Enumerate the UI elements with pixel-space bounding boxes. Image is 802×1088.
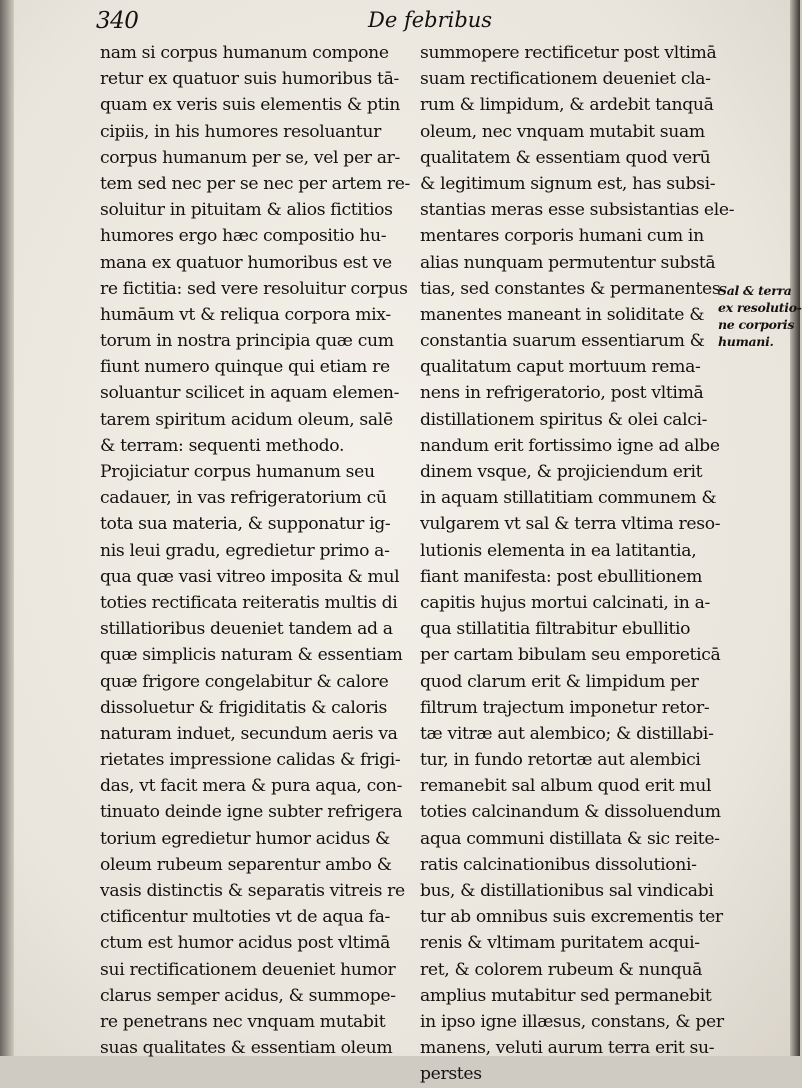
text-line: oleum rubeum separentur ambo & xyxy=(100,854,392,875)
text-line: in aquam stillatitiam communem & xyxy=(420,488,717,509)
text-line: fiant manifesta: post ebullitionem xyxy=(420,566,703,587)
text-line: torum in nostra principia quæ cum xyxy=(100,331,394,352)
text-line: oleum, nec vnquam mutabit suam xyxy=(420,121,705,142)
text-line: ctificentur multoties vt de aqua fa- xyxy=(100,907,390,928)
text-line: humores ergo hæc compositio hu- xyxy=(100,226,387,247)
text-line: suas qualitates & essentiam oleum xyxy=(100,1038,393,1059)
text-line: humani. xyxy=(718,334,774,349)
text-line: tæ vitræ aut alembico; & distillabi- xyxy=(420,723,714,744)
text-line: ratis calcinationibus dissolutioni- xyxy=(420,854,697,875)
text-line: tarem spiritum acidum oleum, salē xyxy=(100,409,393,430)
text-line: corpus humanum per se, vel per ar- xyxy=(100,147,400,168)
text-line: manens, veluti aurum terra erit su- xyxy=(420,1038,715,1059)
text-line: renis & vltimam puritatem acqui- xyxy=(420,933,700,954)
text-line: torium egredietur humor acidus & xyxy=(100,828,390,849)
text-line: quæ frigore congelabitur & calore xyxy=(100,671,389,692)
text-line: rum & limpidum, & ardebit tanquā xyxy=(420,95,714,116)
text-line: toties rectificata reiteratis multis di xyxy=(100,592,398,613)
text-line: soluitur in pituitam & alios fictitios xyxy=(100,200,393,221)
text-line: manentes maneant in soliditate & xyxy=(420,304,705,325)
running-title: De febribus xyxy=(368,8,493,32)
text-line: mana ex quatuor humoribus est ve xyxy=(100,252,392,273)
text-line: distillationem spiritus & olei calci- xyxy=(420,409,708,430)
text-line: & legitimum signum est, has subsi- xyxy=(420,173,716,194)
text-line: qua stillatitia filtrabitur ebullitio xyxy=(420,619,691,640)
text-line: quam ex veris suis elementis & ptin xyxy=(100,95,401,116)
text-line: clarus semper acidus, & summope- xyxy=(100,985,396,1006)
text-line: tem sed nec per se nec per artem re- xyxy=(100,173,411,194)
page-number: 340 xyxy=(96,8,139,34)
text-line: naturam induet, secundum aeris va xyxy=(100,723,398,744)
text-line: stillatioribus deueniet tandem ad a xyxy=(100,619,393,640)
text-line: tinuato deinde igne subter refrigera xyxy=(100,802,403,823)
text-line: mentares corporis humani cum in xyxy=(420,226,704,247)
text-line: vulgarem vt sal & terra vltima reso- xyxy=(420,514,721,535)
text-line: Projiciatur corpus humanum seu xyxy=(100,462,375,482)
text-line: dinem vsque, & projiciendum erit xyxy=(420,462,703,482)
text-line: quod clarum erit & limpidum per xyxy=(420,671,699,692)
text-line: stantias meras esse subsistantias ele- xyxy=(420,200,735,221)
text-line: tota sua materia, & supponatur ig- xyxy=(100,514,391,535)
text-line: retur ex quatuor suis humoribus tā- xyxy=(100,69,399,90)
text-line: soluantur scilicet in aquam elemen- xyxy=(100,383,400,404)
text-line: amplius mutabitur sed permanebit xyxy=(420,985,712,1006)
page-header xyxy=(96,8,726,42)
text-column-left xyxy=(100,40,411,1061)
text-line: remanebit sal album quod erit mul xyxy=(420,776,712,797)
text-line: aqua communi distillata & sic reite- xyxy=(420,828,720,849)
text-line: tias, sed constantes & permanentes xyxy=(420,278,721,299)
text-line: sui rectificationem deueniet humor xyxy=(100,959,396,980)
text-line: suam rectificationem deueniet cla- xyxy=(420,69,711,90)
text-line: vasis distinctis & separatis vitreis re xyxy=(100,881,405,901)
page-edge-shadow xyxy=(790,0,800,1056)
text-line: ret, & colorem rubeum & nunquā xyxy=(420,959,703,980)
text-line: tur ab omnibus suis excrementis ter xyxy=(420,907,723,928)
text-line: ctum est humor acidus post vltimā xyxy=(100,933,391,954)
text-line: qualitatum caput mortuum rema- xyxy=(420,357,701,378)
text-line: perstes xyxy=(420,1064,482,1085)
text-column-right xyxy=(420,40,735,1088)
text-line: Sal & terra xyxy=(718,283,792,298)
text-line: qua quæ vasi vitreo imposita & mul xyxy=(100,566,400,587)
text-line: ne corporis xyxy=(718,317,795,332)
text-line: nandum erit fortissimo igne ad albe xyxy=(420,435,720,456)
text-line: nis leui gradu, egredietur primo a- xyxy=(100,540,390,561)
text-line: tur, in fundo retortæ aut alembici xyxy=(420,750,701,771)
text-line: ex resolutio- xyxy=(718,300,802,315)
text-line: nens in refrigeratorio, post vltimā xyxy=(420,383,704,404)
text-line: cipiis, in his humores resoluantur xyxy=(100,121,381,142)
text-line: toties calcinandum & dissoluendum xyxy=(420,802,721,823)
text-line: quæ simplicis naturam & essentiam xyxy=(100,645,403,666)
text-line: capitis hujus mortui calcinati, in a- xyxy=(420,592,710,613)
text-line: cadauer, in vas refrigeratorium cū xyxy=(100,488,387,509)
text-line: in ipso igne illæsus, constans, & per xyxy=(420,1011,724,1032)
text-line: per cartam bibulam seu emporeticā xyxy=(420,645,721,666)
text-line: summopere rectificetur post vltimā xyxy=(420,43,717,63)
text-line: alias nunquam permutentur substā xyxy=(420,252,716,273)
text-line: re fictitia: sed vere resoluitur corpus xyxy=(100,278,408,299)
text-line: fiunt numero quinque qui etiam re xyxy=(100,357,390,378)
text-line: constantia suarum essentiarum & xyxy=(420,331,705,352)
text-line: das, vt facit mera & pura aqua, con- xyxy=(100,776,403,797)
text-line: qualitatem & essentiam quod verū xyxy=(420,147,711,168)
text-line: & terram: sequenti methodo. xyxy=(100,435,345,456)
text-line: nam si corpus humanum compone xyxy=(100,43,389,63)
text-line: bus, & distillationibus sal vindicabi xyxy=(420,881,714,901)
text-line: dissoluetur & frigiditatis & caloris xyxy=(100,697,387,718)
text-line: rietates impressione calidas & frigi- xyxy=(100,750,401,771)
text-line: humāum vt & reliqua corpora mix- xyxy=(100,304,391,325)
text-line: lutionis elementa in ea latitantia, xyxy=(420,540,697,561)
margin-note xyxy=(718,282,802,350)
page-gutter-shadow xyxy=(0,0,14,1056)
text-line: re penetrans nec vnquam mutabit xyxy=(100,1011,386,1032)
text-line: filtrum trajectum imponetur retor- xyxy=(420,697,710,718)
